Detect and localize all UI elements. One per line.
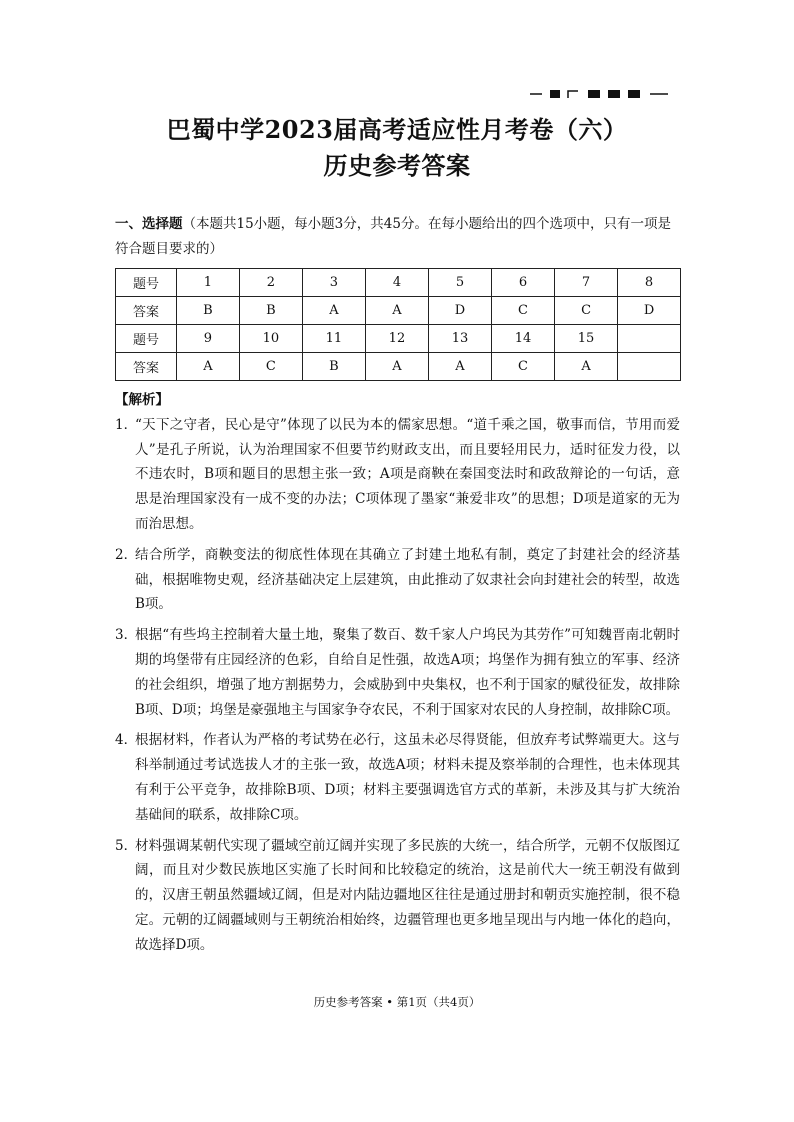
analysis-item (115, 413, 680, 537)
table-cell: A (302, 297, 365, 325)
table-cell: 11 (302, 325, 365, 353)
row-header-cell: 题号 (116, 325, 177, 353)
table-cell: B (177, 297, 240, 325)
item-number: 5． (115, 837, 138, 854)
analysis-item (115, 623, 680, 722)
page-footer: 历史参考答案 • 第1页（共4页） (313, 995, 481, 1009)
table-cell: 10 (239, 325, 302, 353)
table-cell: 7 (555, 269, 618, 297)
analysis-item (115, 728, 680, 827)
table-cell: B (239, 297, 302, 325)
table-cell: A (555, 353, 618, 381)
table-row (116, 353, 681, 381)
table-cell: 3 (302, 269, 365, 297)
row-header-cell: 答案 (116, 297, 177, 325)
item-text: 根据材料，作者认为严格的考试势在必行，这虽未必尽得贤能，但放弃考试弊端更大。这与科举制通过考试选拔人才的主张一致，故选A项；材料未提及察举制的合理性，也未体现其有利于公平竞争，故排除B项、D项；材料主要强调选官方式的革新，未涉及其与扩大统治基础间的联系，故排除C项。 (135, 732, 680, 823)
table-cell: C (492, 353, 555, 381)
table-cell: A (428, 353, 491, 381)
table-cell: C (555, 297, 618, 325)
table-cell (618, 325, 681, 353)
analysis-item (115, 543, 680, 617)
table-cell: 13 (428, 325, 491, 353)
item-number: 3． (115, 627, 138, 644)
document-title (0, 113, 794, 183)
table-cell: 9 (177, 325, 240, 353)
analysis-list (115, 413, 680, 958)
corner-mark-graphic (528, 88, 688, 100)
exam-subtitle: 历史参考答案 (323, 151, 471, 180)
item-number: 4． (115, 732, 138, 749)
table-cell: 4 (365, 269, 428, 297)
table-cell: C (492, 297, 555, 325)
table-cell (618, 353, 681, 381)
section-label: 一、选择题 (115, 216, 183, 232)
item-text: “天下之守者，民心是守”体现了以民为本的儒家思想。“道千乘之国，敬事而信，节用而爱人”是孔子所说，认为治理国家不但要节约财政支出，而且要轻用民力，适时征发力役，以不违农时，B项和题目的思想主张一致；A项是商鞅在秦国变法时和政敌辩论的一句话，意思是治理国家没有一成不变的办法；C项体现了墨家“兼爱非攻”的思想；D项是道家的无为而治思想。 (135, 416, 680, 532)
table-cell: 1 (177, 269, 240, 297)
table-cell: 15 (555, 325, 618, 353)
table-cell: 14 (492, 325, 555, 353)
analysis-section (115, 388, 680, 958)
section-heading (115, 212, 680, 262)
table-cell: D (428, 297, 491, 325)
row-header-cell: 题号 (116, 269, 177, 297)
answer-table (115, 268, 681, 381)
table-row (116, 269, 681, 297)
item-text: 根据“有些坞主控制着大量土地，聚集了数百、数千家人户坞民为其劳作”可知魏晋南北朝时期的坞堡带有庄园经济的色彩，自给自足性强，故选A项；坞堡作为拥有独立的军事、经济的社会组织，增强了地方割据势力，会威胁到中央集权，也不利于国家的赋役征发，故排除B项、D项；坞堡是豪强地主与国家争夺农民，不利于国家对农民的人身控制，故排除C项。 (135, 627, 680, 718)
table-cell: 5 (428, 269, 491, 297)
section-description: （本题共15小题，每小题3分，共45分。在每小题给出的四个选项中，只有一项是符合题目要求的） (115, 216, 671, 257)
table-row (116, 325, 681, 353)
table-cell: 2 (239, 269, 302, 297)
row-header-cell: 答案 (116, 353, 177, 381)
exam-title: 巴蜀中学2023届高考适应性月考卷（六） (166, 115, 628, 144)
analysis-label: 【解析】 (115, 392, 169, 408)
table-row (116, 297, 681, 325)
item-number: 1． (115, 416, 138, 433)
item-text: 材料强调某朝代实现了疆域空前辽阔并实现了多民族的大统一，结合所学，元朝不仅版图辽阔，而且对少数民族地区实施了长时间和比较稳定的统治，这是前代大一统王朝没有做到的，汉唐王朝虽然疆域辽阔，但是对内陆边疆地区往往是通过册封和朝贡实施控制，很不稳定。元朝的辽阔疆域则与王朝统治相始终，边疆管理也更多地呈现出与内地一体化的趋向，故选择D项。 (135, 837, 680, 953)
table-cell: A (177, 353, 240, 381)
table-cell: B (302, 353, 365, 381)
table-cell: 8 (618, 269, 681, 297)
table-cell: A (365, 353, 428, 381)
table-cell: C (239, 353, 302, 381)
item-number: 2． (115, 546, 138, 563)
table-cell: 12 (365, 325, 428, 353)
item-text: 结合所学，商鞅变法的彻底性体现在其确立了封建土地私有制，奠定了封建社会的经济基础，根据唯物史观，经济基础决定上层建筑，由此推动了奴隶社会向封建社会的转型，故选B项。 (135, 546, 680, 613)
analysis-item (115, 834, 680, 958)
table-cell: 6 (492, 269, 555, 297)
table-cell: D (618, 297, 681, 325)
table-cell: A (365, 297, 428, 325)
